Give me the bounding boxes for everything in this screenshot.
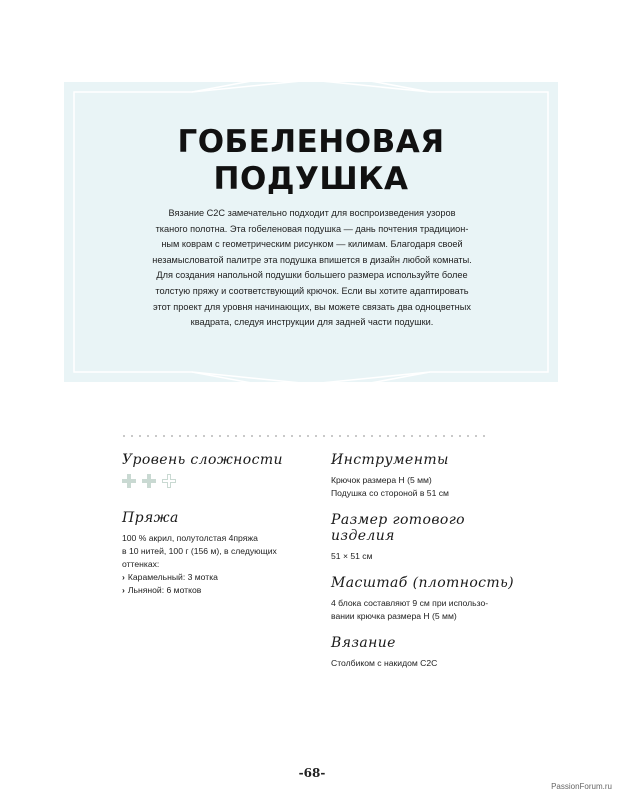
cross-outline-icon [162, 474, 176, 488]
intro-line: тканого полотна. Эта гобеленовая подушка — дань почтения традицион- [155, 223, 469, 234]
cross-icon [122, 474, 136, 488]
yarn-color-item [122, 584, 312, 597]
intro-line: незамысловатой палитре эта подушка впишется в дизайн любой комнаты. [152, 254, 472, 265]
difficulty-rating [122, 474, 312, 488]
yarn-line: в 10 нитей, 100 г (156 м), в следующих [122, 546, 277, 556]
chevron-right-icon: › [122, 585, 125, 595]
page-title [64, 124, 558, 198]
stitch-heading: Вязание [331, 635, 396, 651]
yarn-line: 100 % акрил, полутолстая 4пряжа [122, 533, 258, 543]
tools-line: Крючок размера H (5 мм) [331, 475, 432, 485]
tools-heading: Инструменты [331, 452, 449, 468]
chevron-right-icon: › [122, 572, 125, 582]
tools-line: Подушка со стороной в 51 см [331, 488, 449, 498]
intro-panel [64, 82, 558, 382]
yarn-heading: Пряжа [122, 510, 179, 526]
title-line-2: ПОДУШКА [213, 161, 409, 197]
size-heading: Размер готового изделия [331, 512, 465, 544]
left-column [122, 452, 312, 609]
size-line: 51 × 51 см [331, 551, 373, 561]
tools-section [331, 452, 531, 500]
watermark: PassionForum.ru [551, 782, 612, 791]
cross-icon [142, 474, 156, 488]
yarn-section [122, 510, 312, 597]
size-section [331, 512, 531, 563]
difficulty-heading: Уровень сложности [122, 452, 283, 468]
dotted-divider [120, 435, 490, 437]
right-column [331, 452, 531, 682]
intro-line: этот проект для уровня начинающих, вы можете связать два одноцветных [153, 301, 471, 312]
intro-paragraph [152, 206, 472, 331]
yarn-color-label: Льняной: 6 мотков [127, 585, 202, 595]
gauge-heading: Масштаб (плотность) [331, 575, 514, 591]
title-line-1: ГОБЕЛЕНОВАЯ [177, 124, 445, 160]
stitch-line: Столбиком с накидом С2С [331, 658, 438, 668]
gauge-line: 4 блока составляют 9 см при использо- [331, 598, 489, 608]
intro-line: толстую пряжу и соответствующий крючок. Если вы хотите адаптировать [155, 285, 469, 296]
intro-line: Вязание С2С замечательно подходит для воспроизведения узоров [168, 208, 456, 218]
intro-line: Для создания напольной подушки большего размера используйте более [156, 270, 468, 281]
yarn-color-label: Карамельный: 3 мотка [127, 572, 218, 582]
intro-line: квадрата, следуя инструкции для задней части подушки. [190, 317, 434, 328]
page-number: -68- [298, 766, 326, 780]
yarn-line: оттенках: [122, 559, 160, 569]
intro-line: ным коврам с геометрическим рисунком — килимам. Благодаря своей [161, 239, 463, 250]
difficulty-section [122, 452, 312, 488]
gauge-line: вании крючка размера H (5 мм) [331, 611, 457, 621]
yarn-color-item [122, 571, 312, 584]
gauge-section [331, 575, 531, 623]
stitch-section [331, 635, 531, 670]
